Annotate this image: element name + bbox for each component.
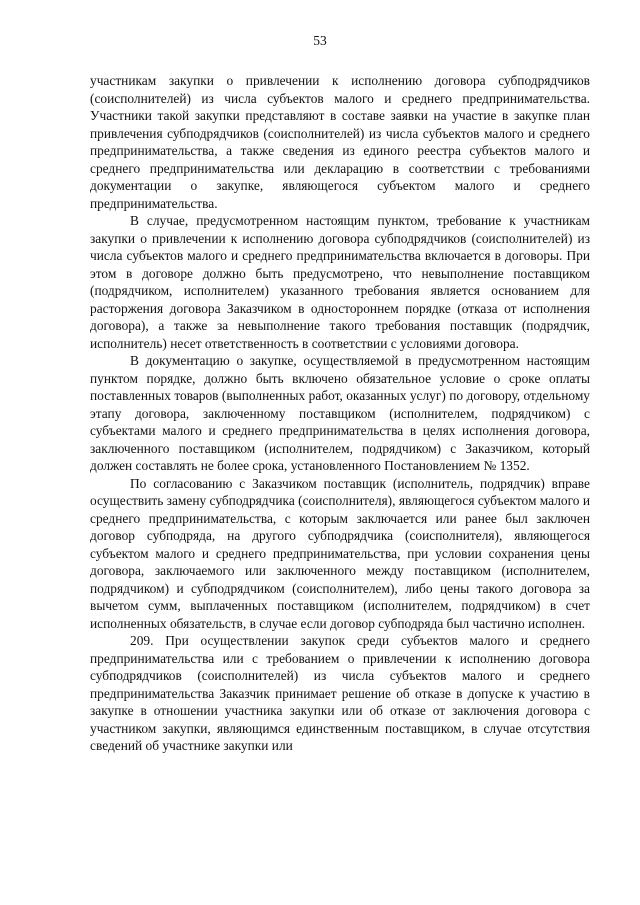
paragraph-1: участникам закупки о привлечении к исполнению договора субподрядчиков (соисполнителей) из числа субъектов малого и среднего предпринимательства. Участники такой закупки представляют в составе заявки на участие в закупке план привлечения субподрядчиков (соисполнителей) из числа субъектов малого и среднего предпринимательства, а также сведения из единого реестра субъектов малого и среднего предпринимательства или декларацию в соответствии с требованиями документации о закупке, являющегося субъектом малого и среднего предпринимательства.	[90, 73, 590, 211]
paragraph-2: В случае, предусмотренном настоящим пунктом, требование к участникам закупки о привлечении к исполнению договора субподрядчиков (соисполнителей) из числа субъектов малого и среднего предпринимательства включается в договоры. При этом в договоре должно быть предусмотрено, что невыполнение поставщиком (подрядчиком, исполнителем) указанного требования является основанием для расторжения договора Заказчиком в одностороннем порядке (отказа от исполнения договора), а также за невыполнение такого требования поставщик (подрядчик, исполнитель) несет ответственность в соответствии с условиями договора.	[90, 213, 590, 351]
paragraph-4: По согласованию с Заказчиком поставщик (исполнитель, подрядчик) вправе осуществить замену субподрядчика (соисполнителя), являющегося субъектом малого и среднего предпринимательства, с которым заключается или ранее был заключен договор субподряда, на другого субподрядчика (соисполнителя), являющегося субъектом малого и среднего предпринимательства, при условии сохранения цены договора, заключаемого или заключенного между поставщиком (исполнителем, подрядчиком) и субподрядчиком (соисполнителем), либо цены такого договора за вычетом сумм, выплаченных поставщиком (исполнителем, подрядчиком) в счет исполненных обязательств, в случае если договор субподряда был частично исполнен.	[90, 475, 590, 631]
paragraph-3: В документацию о закупке, осуществляемой в предусмотренном настоящим пунктом порядке, должно быть включено обязательное условие о сроке оплаты поставленных товаров (выполненных работ, оказанных услуг) по договору, отдельному этапу договора, заключенному поставщиком (исполнителем, подрядчиком) с субъектами малого и среднего предпринимательства в целях исполнения договора, заключенного поставщиком (исполнителем, подрядчиком) с Заказчиком, который должен составлять не более срока, установленного Постановлением № 1352.	[90, 353, 590, 473]
paragraph-5: 209. При осуществлении закупок среди субъектов малого и среднего предпринимательства или с требованием о привлечении к исполнению договора субподрядчиков (соисполнителей) из числа субъектов малого и среднего предпринимательства Заказчик принимает решение об отказе в допуске к участию в закупке в отношении участника закупки или об отказе от заключения договора с участником закупки, являющимся единственным поставщиком, в случае отсутствия сведений об участнике закупки или	[90, 633, 590, 753]
page-number: 53	[313, 33, 327, 48]
document-body	[90, 72, 590, 755]
